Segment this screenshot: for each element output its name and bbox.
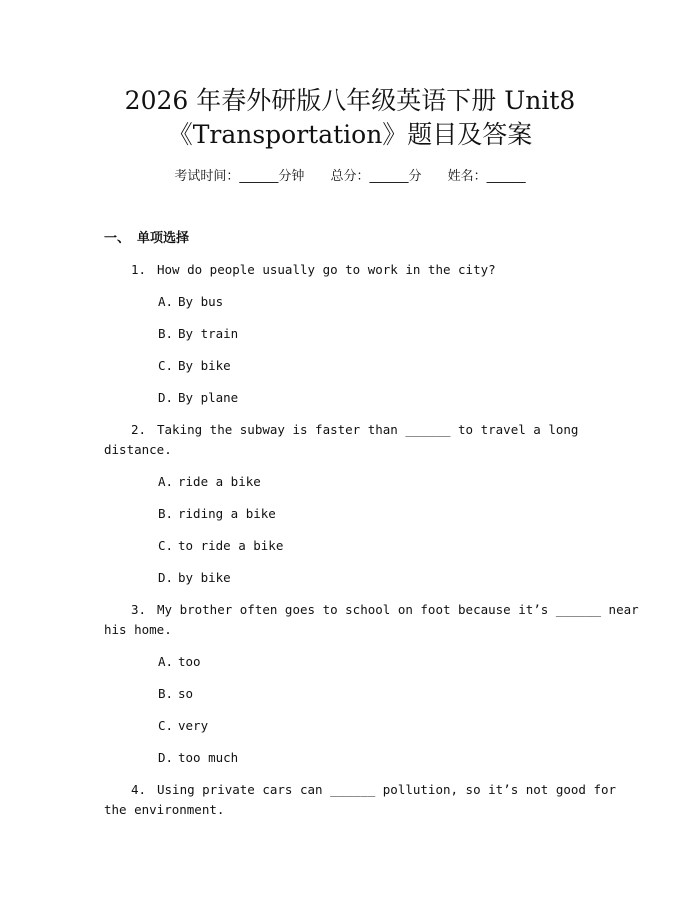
option-text: to ride a bike	[178, 538, 284, 553]
option-text: By train	[178, 326, 239, 341]
question-3-option-c	[158, 717, 208, 735]
question-2-option-c	[158, 537, 283, 555]
option-letter: D.	[158, 390, 174, 405]
option-letter: D.	[158, 570, 174, 585]
question-text: How do people usually go to work in the city?	[157, 262, 496, 277]
option-text: By plane	[178, 390, 239, 405]
option-letter: B.	[158, 326, 174, 341]
question-2-option-d	[158, 569, 231, 587]
option-text: ride a bike	[178, 474, 261, 489]
question-3-continuation: his home.	[104, 622, 172, 637]
question-2-option-b	[158, 505, 276, 523]
option-text: too much	[178, 750, 239, 765]
question-3-option-d	[158, 749, 238, 767]
question-text: Using private cars can ______ pollution, so it’s not good for	[157, 782, 617, 797]
student-name-field: 姓名：______	[447, 169, 526, 184]
exam-time-field: 考试时间：______分钟	[174, 169, 305, 184]
option-letter: B.	[158, 686, 174, 701]
document-title-line-2: 《Transportation》题目及答案	[167, 120, 533, 149]
exam-info-row	[0, 168, 700, 186]
section-title: 单项选择	[137, 231, 190, 246]
question-1-option-d	[158, 389, 238, 407]
question-number: 3.	[131, 602, 147, 617]
question-3	[131, 601, 639, 619]
option-letter: C.	[158, 718, 174, 733]
question-number: 2.	[131, 422, 147, 437]
question-2	[131, 421, 578, 439]
question-text: My brother often goes to school on foot because it’s ______ near	[157, 602, 639, 617]
question-1	[131, 261, 496, 279]
option-text: too	[178, 654, 201, 669]
question-3-option-a	[158, 653, 201, 671]
document-title-line-1: 2026 年春外研版八年级英语下册 Unit8	[124, 86, 576, 115]
option-text: riding a bike	[178, 506, 276, 521]
option-text: By bike	[178, 358, 231, 373]
question-1-option-c	[158, 357, 231, 375]
question-number: 1.	[131, 262, 147, 277]
section-number: 一、	[104, 231, 131, 246]
option-text: By bus	[178, 294, 224, 309]
section-heading	[104, 230, 189, 248]
question-1-option-b	[158, 325, 238, 343]
option-text: by bike	[178, 570, 231, 585]
question-4	[131, 781, 616, 799]
question-2-continuation: distance.	[104, 442, 172, 457]
question-text: Taking the subway is faster than ______ to travel a long	[157, 422, 579, 437]
total-score-field: 总分：______分	[330, 169, 422, 184]
option-letter: C.	[158, 358, 174, 373]
option-letter: C.	[158, 538, 174, 553]
question-2-option-a	[158, 473, 261, 491]
option-letter: D.	[158, 750, 174, 765]
question-1-option-a	[158, 293, 223, 311]
option-text: very	[178, 718, 209, 733]
option-letter: A.	[158, 654, 174, 669]
option-text: so	[178, 686, 194, 701]
option-letter: B.	[158, 506, 174, 521]
question-number: 4.	[131, 782, 147, 797]
option-letter: A.	[158, 294, 174, 309]
question-4-continuation: the environment.	[104, 802, 225, 817]
option-letter: A.	[158, 474, 174, 489]
question-3-option-b	[158, 685, 193, 703]
